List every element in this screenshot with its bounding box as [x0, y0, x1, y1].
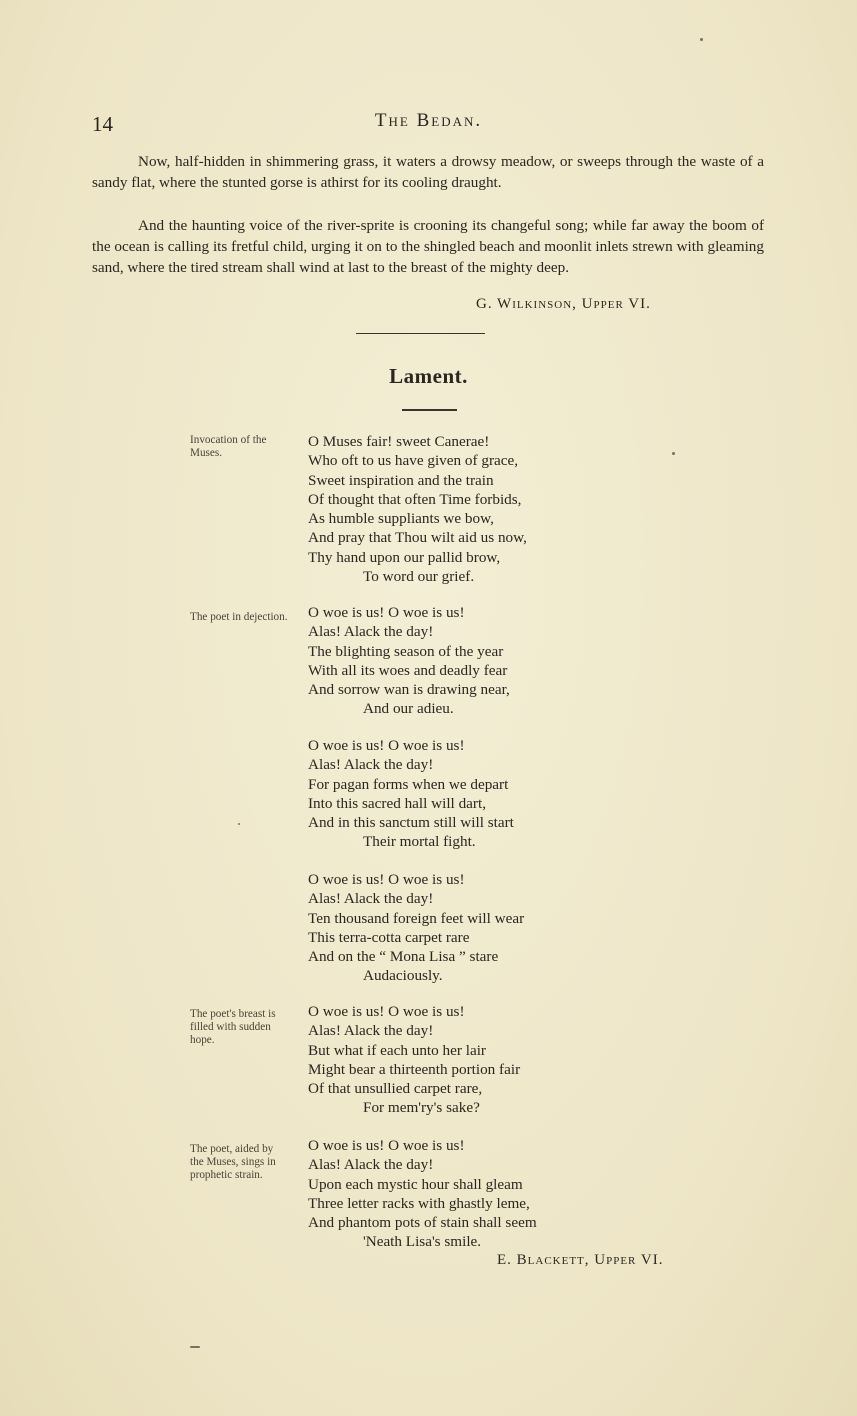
verse-line: Alas! Alack the day! — [308, 623, 434, 641]
verse-line: O woe is us! O woe is us! — [308, 871, 465, 888]
prose-paragraph-2 — [92, 215, 764, 278]
verse-line: Alas! Alack the day! — [308, 756, 434, 774]
prose-paragraph-1 — [92, 151, 764, 193]
verse-line: Who oft to us have given of grace, — [308, 452, 519, 470]
stanza-4 — [308, 870, 524, 986]
verse-line: The blighting season of the year — [308, 642, 504, 660]
verse-line: To word our grief. — [363, 568, 475, 586]
verse-line: Alas! Alack the day! — [308, 1156, 434, 1174]
prose-signature: G. Wilkinson, Upper VI. — [476, 296, 651, 312]
section-divider — [356, 333, 485, 334]
paper-mark — [190, 1346, 200, 1348]
paper-speck — [700, 38, 703, 41]
poem-title: Lament. — [389, 364, 468, 388]
verse-line: Audaciously. — [363, 967, 443, 985]
verse-line: O Muses fair! sweet Canerae! — [308, 433, 490, 450]
running-head: The Bedan. — [374, 110, 483, 131]
verse-line: 'Neath Lisa's smile. — [363, 1233, 482, 1251]
verse-line: Three letter racks with ghastly leme, — [308, 1194, 530, 1212]
stanza-5 — [308, 1002, 520, 1118]
verse-line: For mem'ry's sake? — [363, 1099, 480, 1117]
stanza-2 — [308, 603, 510, 719]
verse-line: Alas! Alack the day! — [308, 890, 434, 908]
verse-line: Of that unsullied carpet rare, — [308, 1080, 483, 1098]
paper-speck — [672, 452, 675, 455]
verse-line: And our adieu. — [363, 700, 454, 718]
verse-line: Upon each mystic hour shall gleam — [308, 1175, 523, 1193]
stanza-6 — [308, 1136, 537, 1252]
margin-note-prophetic: The poet, aided by the Muses, sings in prophetic strain. — [190, 1143, 276, 1181]
verse-line: Sweet inspiration and the train — [308, 471, 494, 489]
paragraph-text: Now, half-hidden in shimmering grass, it waters a drowsy meadow, or sweeps through the waste of a sandy flat, where the stunted gorse is athirst for its cooling draught. — [92, 153, 764, 191]
verse-line: O woe is us! O woe is us! — [308, 604, 465, 621]
verse-line: And on the “ Mona Lisa ” stare — [308, 948, 499, 966]
verse-line: Alas! Alack the day! — [308, 1022, 434, 1040]
verse-line: Thy hand upon our pallid brow, — [308, 548, 501, 566]
verse-line: As humble suppliants we bow, — [308, 510, 494, 528]
title-underline — [402, 409, 457, 411]
verse-line: O woe is us! O woe is us! — [308, 737, 465, 754]
verse-line: Their mortal fight. — [363, 833, 476, 851]
poem-signature: E. Blackett, Upper VI. — [497, 1252, 664, 1268]
verse-line: And sorrow wan is drawing near, — [308, 681, 510, 699]
page-number: 14 — [92, 112, 113, 136]
verse-line: O woe is us! O woe is us! — [308, 1003, 465, 1020]
verse-line: O woe is us! O woe is us! — [308, 1137, 465, 1154]
verse-line: But what if each unto her lair — [308, 1041, 486, 1059]
verse-line: And pray that Thou wilt aid us now, — [308, 529, 527, 547]
margin-note-invocation: Invocation of the Muses. — [190, 434, 267, 459]
verse-line: Ten thousand foreign feet will wear — [308, 909, 525, 927]
verse-line: Of thought that often Time forbids, — [308, 490, 522, 508]
verse-line: For pagan forms when we depart — [308, 775, 509, 793]
stanza-1 — [308, 432, 527, 586]
paper-speck — [238, 823, 240, 825]
stanza-3 — [308, 736, 514, 852]
verse-line: With all its woes and deadly fear — [308, 661, 508, 679]
verse-line: And phantom pots of stain shall seem — [308, 1214, 537, 1232]
verse-line: This terra-cotta carpet rare — [308, 928, 470, 946]
margin-note-dejection: The poet in dejection. — [190, 611, 288, 623]
paragraph-text: And the haunting voice of the river-sprite is crooning its changeful song; while far away the boom of the ocean is calling its fretful child, urging it on to the shingled beach and moonlit inlets strewn with gleaming sand, where the tired stream shall wind at last to the breast of the mighty deep. — [92, 217, 764, 276]
verse-line: And in this sanctum still will start — [308, 814, 514, 832]
verse-line: Into this sacred hall will dart, — [308, 794, 486, 812]
verse-line: Might bear a thirteenth portion fair — [308, 1060, 521, 1078]
margin-note-hope: The poet's breast is filled with sudden hope. — [190, 1008, 276, 1046]
